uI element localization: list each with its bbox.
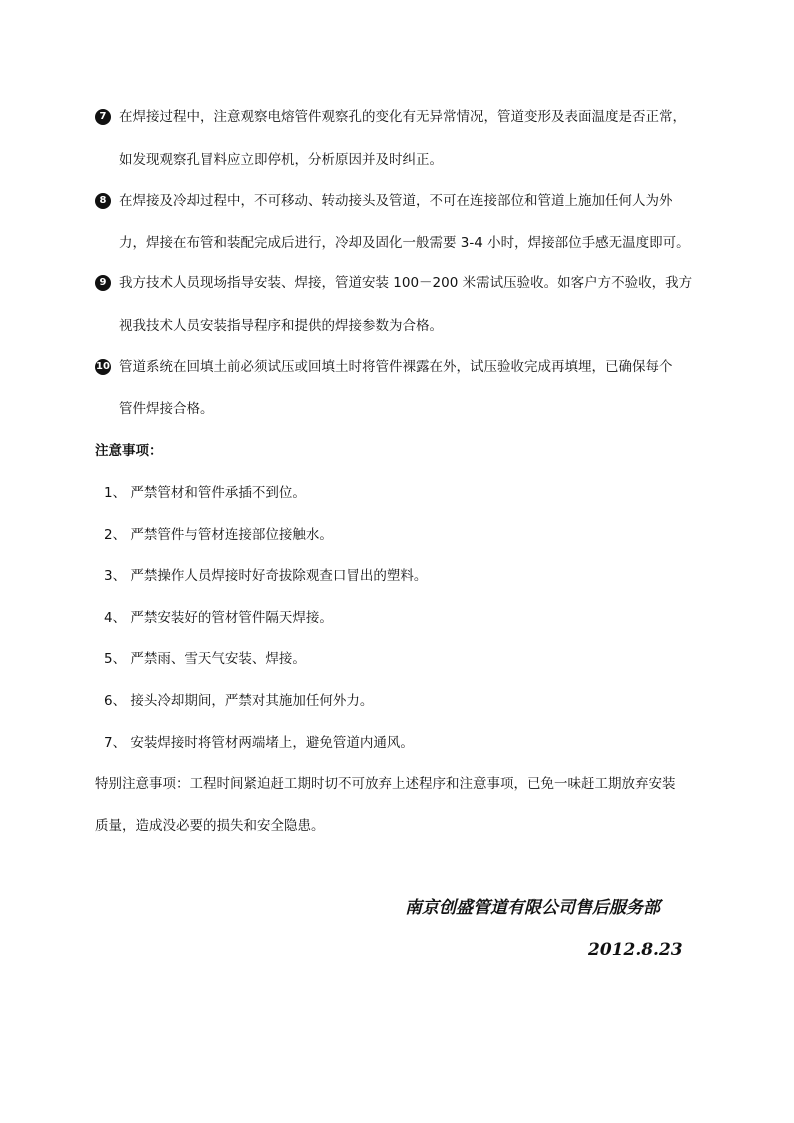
step-7-line-2: 如发现观察孔冒料应立即停机，分析原因并及时纠正。 bbox=[119, 152, 443, 168]
step-10-line-2: 管件焊接合格。 bbox=[119, 401, 214, 417]
note-item: 7、 安装焊接时将管材两端堵上，避免管道内通风。 bbox=[104, 735, 414, 751]
note-item: 3、 严禁操作人员焊接时好奇拔除观查口冒出的塑料。 bbox=[104, 568, 428, 584]
note-item: 1、 严禁管材和管件承插不到位。 bbox=[104, 485, 306, 501]
special-note-line-2: 质量，造成没必要的损失和安全隐患。 bbox=[95, 818, 325, 834]
signature-date: 2012.8.23 bbox=[588, 940, 683, 960]
step-8-marker-icon: 8 bbox=[95, 193, 111, 209]
step-8-line-1: 在焊接及冷却过程中，不可移动、转动接头及管道，不可在连接部位和管道上施加任何人为外 bbox=[119, 193, 673, 209]
step-10-marker-icon: 10 bbox=[95, 359, 111, 375]
note-item: 4、 严禁安装好的管材管件隔天焊接。 bbox=[104, 610, 333, 626]
signature-company: 南京创盛管道有限公司售后服务部 bbox=[405, 898, 660, 918]
step-10-line-1: 管道系统在回填土前必须试压或回填土时将管件裸露在外，试压验收完成再填埋，已确保每个 bbox=[119, 359, 673, 375]
step-7-line-1: 在焊接过程中，注意观察电熔管件观察孔的变化有无异常情况，管道变形及表面温度是否正常， bbox=[119, 109, 686, 125]
notes-heading: 注意事项： bbox=[95, 443, 163, 459]
step-7-marker-icon: 7 bbox=[95, 109, 111, 125]
step-9-marker-icon: 9 bbox=[95, 275, 111, 291]
step-8-line-2: 力，焊接在布管和装配完成后进行，冷却及固化一般需要 3-4 小时，焊接部位手感无温度即可。 bbox=[119, 235, 690, 251]
note-item: 2、 严禁管件与管材连接部位接触水。 bbox=[104, 527, 333, 543]
step-9-line-2: 视我技术人员安装指导程序和提供的焊接参数为合格。 bbox=[119, 318, 443, 334]
special-note-line-1: 特别注意事项：工程时间紧迫赶工期时切不可放弃上述程序和注意事项，已免一味赶工期放弃安装 bbox=[95, 776, 676, 792]
note-item: 5、 严禁雨、雪天气安装、焊接。 bbox=[104, 651, 306, 667]
note-item: 6、 接头冷却期间，严禁对其施加任何外力。 bbox=[104, 693, 374, 709]
step-9-line-1: 我方技术人员现场指导安装、焊接，管道安装 100－200 米需试压验收。如客户方不验收，我方 bbox=[119, 275, 693, 291]
